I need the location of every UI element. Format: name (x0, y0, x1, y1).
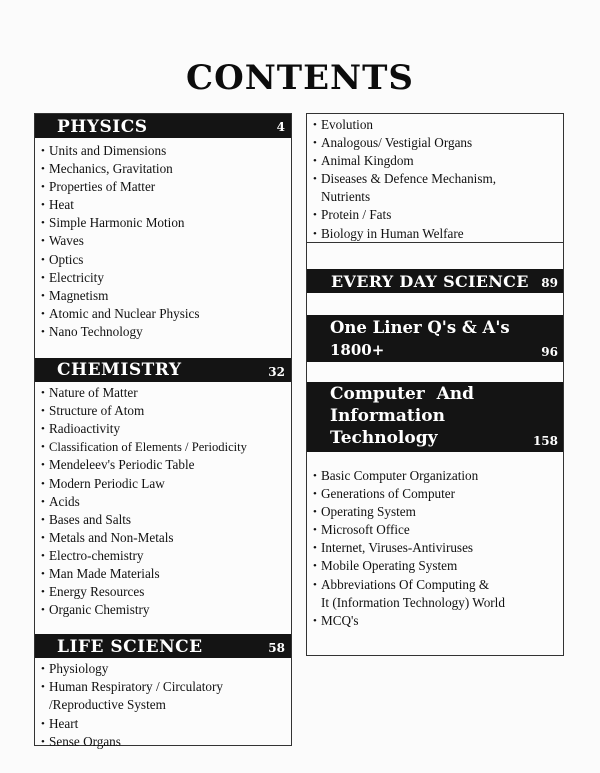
chemistry-header (35, 358, 291, 382)
physics-header (35, 114, 291, 138)
computer-page: 158 (532, 434, 558, 448)
list-item: • Organic Chemistry (41, 601, 291, 619)
chemistry-page: 32 (268, 365, 285, 380)
life-science-header (35, 634, 291, 658)
list-item: • Evolution (313, 116, 563, 134)
list-item: • Heart (41, 715, 291, 733)
list-item: • Optics (41, 251, 291, 269)
list-item: • Electricity (41, 269, 291, 287)
every-day-science-header (307, 269, 563, 293)
list-item: • Abbreviations Of Computing & (313, 576, 563, 594)
list-item: • Internet, Viruses-Antiviruses (313, 539, 563, 557)
one-liner-page: 96 (541, 345, 558, 359)
list-item: • Physiology (41, 660, 291, 678)
list-item: • Basic Computer Organization (313, 467, 563, 485)
physics-page: 4 (276, 120, 285, 134)
list-item: • Bases and Salts (41, 511, 291, 529)
life-science-list (35, 660, 291, 750)
life-science-continued-list (307, 116, 563, 243)
list-item: • Metals and Non-Metals (41, 529, 291, 547)
list-item: • MCQ's (313, 612, 563, 630)
list-item: • Protein / Fats (313, 206, 563, 224)
chemistry-list (35, 384, 291, 619)
list-item: • Structure of Atom (41, 402, 291, 420)
list-item: • Mobile Operating System (313, 557, 563, 575)
list-item: • Man Made Materials (41, 565, 291, 583)
list-item: • Magnetism (41, 287, 291, 305)
list-item: /Reproductive System (49, 697, 166, 713)
list-item: • Mendeleev's Periodic Table (41, 456, 291, 474)
page-title: CONTENTS (186, 58, 414, 98)
list-item: Nutrients (321, 189, 371, 205)
list-item: It (Information Technology) World (321, 594, 505, 610)
list-item: • Energy Resources (41, 583, 291, 601)
list-item: • Simple Harmonic Motion (41, 214, 291, 232)
list-item: • Operating System (313, 503, 563, 521)
chemistry-title: CHEMISTRY (57, 360, 182, 381)
every-day-science-title: EVERY DAY SCIENCE (331, 272, 529, 291)
computer-list (307, 467, 563, 630)
list-item: • Diseases & Defence Mechanism, (313, 170, 563, 188)
computer-title-line2: Information (330, 406, 445, 426)
list-item: • Nano Technology (41, 323, 291, 341)
right-column (306, 113, 564, 656)
life-science-page: 58 (268, 641, 285, 656)
physics-list (35, 142, 291, 341)
list-item: • Atomic and Nuclear Physics (41, 305, 291, 323)
life-science-title: LIFE SCIENCE (57, 637, 203, 658)
list-item: • Biology in Human Welfare (313, 225, 563, 243)
computer-title-line1: Computer And (330, 384, 475, 404)
every-day-science-page: 89 (541, 276, 558, 290)
list-item: • Sense Organs (41, 733, 291, 751)
list-item: • Heat (41, 196, 291, 214)
list-item: • Mechanics, Gravitation (41, 160, 291, 178)
list-item: • Generations of Computer (313, 485, 563, 503)
list-item: • Units and Dimensions (41, 142, 291, 160)
list-item: • Classification of Elements / Periodicity (41, 438, 291, 456)
list-item: • Human Respiratory / Circulatory (41, 678, 291, 696)
list-item: • Radioactivity (41, 420, 291, 438)
divider (307, 242, 563, 243)
list-item: • Nature of Matter (41, 384, 291, 402)
list-item: • Analogous/ Vestigial Organs (313, 134, 563, 152)
one-liner-title: One Liner Q's & A's (330, 318, 510, 337)
list-item: • Properties of Matter (41, 178, 291, 196)
list-item: • Microsoft Office (313, 521, 563, 539)
list-item: • Acids (41, 493, 291, 511)
computer-title-line3: Technology (330, 428, 438, 448)
list-item: • Waves (41, 232, 291, 250)
one-liner-header (307, 315, 563, 362)
one-liner-count: 1800+ (330, 341, 385, 359)
computer-header (307, 382, 563, 452)
left-column (34, 113, 292, 749)
list-item: • Modern Periodic Law (41, 475, 291, 493)
list-item: • Animal Kingdom (313, 152, 563, 170)
physics-title: PHYSICS (57, 117, 148, 137)
list-item: • Electro-chemistry (41, 547, 291, 565)
